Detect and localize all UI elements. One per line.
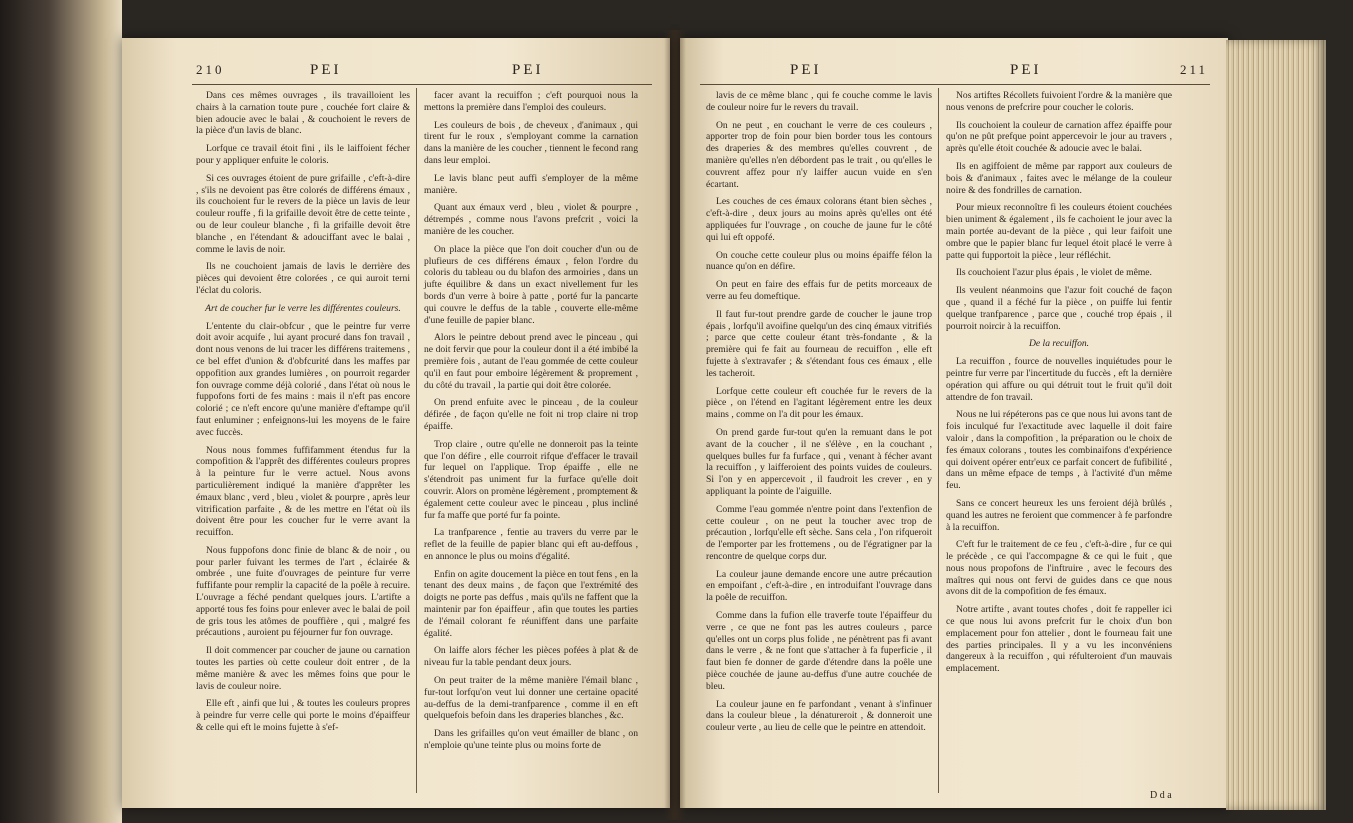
paragraph: Nos artiftes Récollets fuivoient l'ordre & la manière que nous venons de prefcrire pour coucher le coloris. xyxy=(946,90,1172,113)
paragraph: facer avant la recuiffon ; c'eft pourquoi nous la mettons la première dans l'emploi des couleurs. xyxy=(424,90,638,113)
paragraph: Les couleurs de bois , de cheveux , d'animaux , qui tirent fur le roux , s'employant comme la carnation dans la manière de les coucher , tiennent le fecond rang dans leur emploi. xyxy=(424,119,638,166)
paragraph: Ils couchoient l'azur plus épais , le violet de même. xyxy=(956,267,1152,279)
column-separator-right xyxy=(938,88,939,793)
paragraph: La recuiffon , fource de nouvelles inquiétudes pour le peintre fur verre par l'incertitude du fuccès , eft la dernière opération qui affure ou qui détruit tout le fruit qu'il doit attendre de fon travail. xyxy=(946,356,1172,403)
left-column-2 xyxy=(424,90,638,752)
left-column-1 xyxy=(196,90,410,734)
paragraph: Nous ne lui répéterons pas ce que nous lui avons tant de fois inculqué fur l'exactitude avec laquelle il doit faire valoir , dans la compofition , la préparation ou le choix de fes émaux colorans , toutes les combinaifons d'expérience qui doivent opérer entr'eux ce parfait concert de fufibilité , dans un même efpace de temps , à l'activité d'un même feu. xyxy=(946,409,1172,492)
right-column-2 xyxy=(946,90,1172,675)
paragraph: On prend garde fur-tout qu'en la remuant dans le pot avant de la coucher , il ne s'élève , en la couchant , quelques bulles fur fa furface , qui , venant à fécher avant la recuiffon , y laifferoient des points vuides de couleurs. Si l'on y en appercevoit , il faudroit les crever , en y appliquant la pointe de l'aiguille. xyxy=(706,426,932,497)
paragraph: C'eft fur le traitement de ce feu , c'eft-à-dire , fur ce qui le précède , ce qui l'accompagne & ce qui le fuit , que nous nous propofons de l'inftruire , avec le fecours des maîtres qui nous ont fervi de guides dans ce que nous avons dit de la compofition de fes émaux. xyxy=(946,539,1172,598)
paragraph: Notre artifte , avant toutes chofes , doit fe rappeller ici ce que nous lui avons prefcrit fur le choix d'un bon emplacement pour fon attelier , dont le fourneau fait une des parties principales. Il y a vu les inconvéniens dangereux à la recuiffon , qui réfulteroient d'un mauvais emplacement. xyxy=(946,604,1172,675)
paragraph: Ils ne couchoient jamais de lavis le derrière des pièces qui devoient être colorées , ce qui auroit terni l'éclat du coloris. xyxy=(196,261,410,296)
running-head-left-1: PEI xyxy=(310,62,342,78)
paragraph: Il faut fur-tout prendre garde de coucher le jaune trop épais , lorfqu'il avoifine quelqu'un des cinq émaux vitrifiés ; parce que cette couleur étant très-fondante , & la première qui fe fait au fourneau de recuiffon , elle eft fujette à s'extravafer ; & s'étendant fous ces émaux , elle les tacheroit. xyxy=(706,308,932,379)
page-edges xyxy=(1226,40,1326,810)
paragraph: Si ces ouvrages étoient de pure grifaille , c'eft-à-dire , s'ils ne devoient pas être colorés de différens émaux , ils couchoient fur le revers de la pièce un lavis de leur couleur rouffe , fi la grifaille devoit être de cette teinte , ou de leur couleur blanche , fi la grifaille devoit être blanche , en l'étendant & adouciffant avec le balai , comme le lavis de noir. xyxy=(196,172,410,255)
paragraph: On ne peut , en couchant le verre de ces couleurs , apporter trop de foin pour bien border tous les contours des draperies & des membres qu'elles couvrent , de manière qu'elles n'en débordent pas le trait , ou qu'elles le couvrent affez pour n'y laiffer aucun vuide en s'en écartant. xyxy=(706,119,932,190)
page-number-left: 210 xyxy=(196,62,225,77)
running-head-left-2: PEI xyxy=(512,62,544,78)
running-head-right-2: PEI xyxy=(1010,62,1042,78)
paragraph: lavis de ce même blanc , qui fe couche comme le lavis de couleur noire fur le revers du travail. xyxy=(706,90,932,113)
paragraph: Comme dans la fufion elle traverfe toute l'épaiffeur du verre , ce que ne font pas les autres couleurs , parce qu'elles ont un corps plus folide , ne pénètrent pas fi avant dans le verre , & ne font que s'attacher à fa fuperficie , il faut bien fe donner de garde d'étendre dans la poêle une pièce couchée de jaune au-deffus d'une autre couchée de bleu. xyxy=(706,610,932,692)
paragraph: Lorfque cette couleur eft couchée fur le revers de la pièce , on l'étend en l'agitant légèrement entre les deux mains , comme on l'a dit pour les émaux. xyxy=(706,385,932,421)
right-column-1 xyxy=(706,90,932,734)
paragraph: La couleur jaune en fe parfondant , venant à s'infinuer dans la couleur bleue , la dénatureroit , & donneroit une couleur verte , au lieu de celle que le peintre en attendoit. xyxy=(706,698,932,734)
paragraph: Quant aux émaux verd , bleu , violet & pourpre , détrempés , comme nous l'avons prefcrit , voici la manière de les coucher. xyxy=(424,202,638,237)
section-title: De la recuiffon. xyxy=(1028,338,1090,350)
binding-edge-left xyxy=(0,0,122,823)
running-head-right-1: PEI xyxy=(790,62,822,78)
paragraph: Dans ces mêmes ouvrages , ils travailloient les chairs à la carnation toute pure , couchée fort claire & bien adoucie avec le balai , & couchoient le revers de la pièce d'un lavis de blanc. xyxy=(196,90,410,137)
paragraph: Ils en agiffoient de même par rapport aux couleurs de bois & d'animaux , faites avec le mélange de la couleur noire & des fondrilles de carnation. xyxy=(946,160,1172,196)
paragraph: Lorfque ce travail étoit fini , ils le laiffoient fécher pour y appliquer enfuite le coloris. xyxy=(196,143,410,166)
header-rule-left xyxy=(192,84,652,85)
paragraph: On peut traiter de la même manière l'émail blanc , fur-tout lorfqu'on veut lui donner une certaine opacité au-deffus de la demi-tranfparence , comme il en eft quelquefois befoin dans les draperies blanches , &c. xyxy=(424,675,638,722)
paragraph: L'entente du clair-obfcur , que le peintre fur verre doit avoir acquife , lui ayant procuré dans fon travail , dont nous venons de lui tracer les différens traitemens , ce bel effet d'union & d'obfcurité dans les maffes par oppofition aux grandes lumières , on pourroit regarder fon ouvrage comme déjà colorié , dans l'état où nous le fuppofons forti de fes mains : mais il n'eft pas encore colorié ; ce n'eft encore qu'une manière d'eftampe qu'il faut enluminer ; enfeignons-lui les moyens de le faire avec fuccès. xyxy=(196,320,410,438)
paragraph: Ils veulent néanmoins que l'azur foit couché de façon que , quand il a féché fur la pièce , on puiffe lui fentir quelque tranfparence , parce que , couché trop épais , il pourroit noircir à la recuiffon. xyxy=(946,285,1172,332)
paragraph: On laiffe alors fécher les pièces pofées à plat & de niveau fur la table pendant deux jours. xyxy=(424,645,638,669)
paragraph: Sans ce concert heureux les uns feroient déjà brûlés , quand les autres ne feroient que commencer à fe parfondre à la recuiffon. xyxy=(946,497,1172,533)
paragraph: On couche cette couleur plus ou moins épaiffe félon la nuance qu'on en défire. xyxy=(706,249,932,273)
paragraph: La couleur jaune demande encore une autre précaution en empoifant , c'eft-à-dire , en introduifant l'ouvrage dans la poêle de recuiffon. xyxy=(706,568,932,604)
section-title: Art de coucher fur le verre les différentes couleurs. xyxy=(205,302,401,314)
paragraph: Nous nous fommes fuffifamment étendus fur la compofition & l'apprêt des différentes couleurs propres à la peinture fur le verre actuel. Nous avons particulièrement indiqué la manière d'apprêter les émaux blanc , verd , bleu , violet & pourpre , après leur vitrification parfaite , & de les mettre en l'état où ils doivent être pour les coucher fur le verre avant la recuiffon. xyxy=(196,444,410,539)
paragraph: On peut en faire des effais fur de petits morceaux de verre au feu domeftique. xyxy=(706,279,932,302)
paragraph: Le lavis blanc peut auffi s'employer de la même manière. xyxy=(424,172,638,196)
paragraph: Elle eft , ainfi que lui , & toutes les couleurs propres à peindre fur verre celle qui porte le moins d'épaiffeur & celle qui eft le moins fujette à s'ef- xyxy=(196,698,410,734)
paragraph: La tranfparence , fentie au travers du verre par le reflet de la feuille de papier blanc qui eft au-deffous , en annonce le plus ou moins d'égalité. xyxy=(424,527,638,562)
paragraph: Pour mieux reconnoître fi les couleurs étoient couchées bien uniment & également , ils fe cachoient le jour avec la main portée au-devant de la pièce , qui leur faifoit une ombre que le papier blanc fur lequel étoit placé le verre à patte qui fupportoit la pièce , leur réfléchit. xyxy=(946,202,1172,261)
page-number-right: 211 xyxy=(1180,62,1209,77)
left-page xyxy=(122,38,670,808)
paragraph: Enfin on agite doucement la pièce en tout fens , en la tenant des deux mains , de façon que l'extrémité des doigts ne porte pas deffus , mais qu'ils ne faffent que la maintenir par fon épaiffeur , afin que toutes les parties de l'émail colorant fe réuniffent dans une parfaite égalité. xyxy=(424,568,638,639)
paragraph: On prend enfuite avec le pinceau , de la couleur défirée , de façon qu'elle ne foit ni trop claire ni trop épaiffe. xyxy=(424,397,638,432)
paragraph: Les couches de ces émaux colorans étant bien sèches , c'eft-à-dire , deux jours au moins après qu'elles ont été appliquées fur l'ouvrage , on couche de jaune fur le côté qui lui eft oppofé. xyxy=(706,196,932,243)
paragraph: Comme l'eau gommée n'entre point dans l'extenfion de cette couleur , on ne peut la toucher avec trop de précaution , lorfqu'elle eft sèche. Sans cela , l'on rifqueroit de l'emporter par les frottemens , ou de l'égratigner par la rencontre de quelque corps dur. xyxy=(706,503,932,562)
gutter-shadow xyxy=(664,30,686,820)
paragraph: Nous fuppofons donc finie de blanc & de noir , ou pour parler fuivant les termes de l'art , éclairée & ombrée , une fuite d'ouvrages de peinture fur verre fuffifante pour remplir la capacité de la poêle à recuire. L'ouvrage a féché pendant quelques jours. L'artifte a apporté tous fes foins pour enlever avec le balai de poil de gris tous les atômes de pouffière , qui , malgré fes précautions , auroient pu féjourner fur fon ouvrage. xyxy=(196,544,410,639)
paragraph: Il doit commencer par coucher de jaune ou carnation toutes les parties où cette couleur doit entrer , de la même manière & avec les mêmes foins que pour le lavis de couleur noire. xyxy=(196,645,410,692)
paragraph: Ils couchoient la couleur de carnation affez épaiffe pour qu'on ne pût prefque point appercevoir le jour au travers , après qu'elle étoit couchée & adoucie avec le balai. xyxy=(946,119,1172,155)
paragraph: On place la pièce que l'on doit coucher d'un ou de plufieurs de ces différens émaux , felon l'ordre du coloris du tableau ou du blafon des armoiries , dans un jufte équilibre & dans un exact nivellement fur les bords d'un verre à boire à patte , porté fur la pancarte qui couvre le deffus de la table , couverte elle-même d'une feuille de papier blanc. xyxy=(424,243,638,326)
column-separator-left xyxy=(416,88,417,793)
paragraph: Trop claire , outre qu'elle ne donneroit pas la teinte que l'on défire , elle courroit rifque d'effacer le travail fur lequel on l'applique. Trop épaiffe , elle ne s'étendroit pas uniment fur la furface qu'elle doit couvrir. Alors on promène légèrement , promptement & également cette couleur avec le pinceau , plus incliné fur fa maffe que porté fur fa pointe. xyxy=(424,438,638,521)
paragraph: Dans les grifailles qu'on veut émailler de blanc , on n'emploie qu'une teinte plus ou moins forte de xyxy=(424,728,638,752)
signature-mark: D d a xyxy=(1150,790,1172,801)
header-rule-right xyxy=(700,84,1210,85)
paragraph: Alors le peintre debout prend avec le pinceau , qui ne doit fervir que pour la couleur dont il a été imbibé la première fois , autant de l'eau gommée de cette couleur qu'il en faut pour emboire légèrement & proprement , du côté du travail , la partie qui doit être colorée. xyxy=(424,332,638,391)
right-page xyxy=(680,38,1228,808)
